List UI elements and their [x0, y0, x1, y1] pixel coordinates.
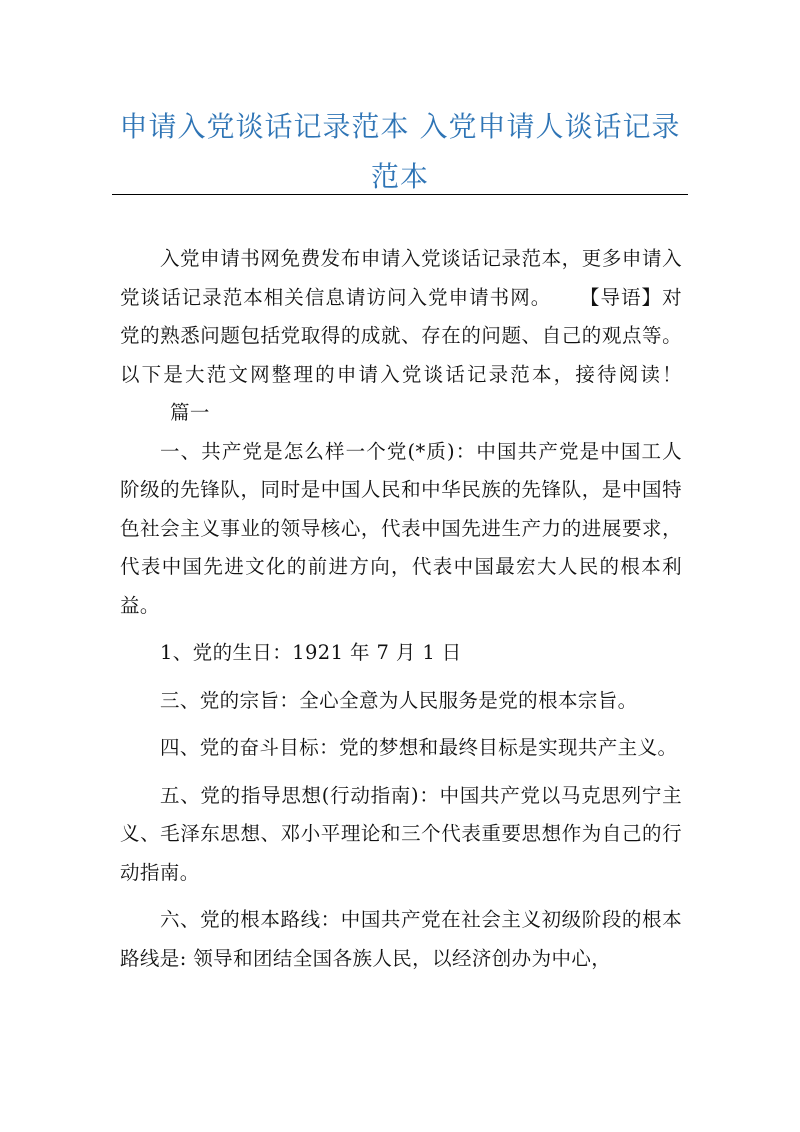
body-paragraph: 六、党的根本路线：中国共产党在社会主义初级阶段的根本路线是: 领导和团结全国各族人民，以经济创办为中心，	[120, 908, 682, 970]
section-heading: 篇一	[170, 401, 210, 424]
body-paragraph: 一、共产党是怎么样一个党(*质)：中国共产党是中国工人阶级的先锋队，同时是中国人民和中华民族的先锋队，是中国特色社会主义事业的领导核心，代表中国先进生产力的进展要求，代表中国先进文化的前进方向，代表中国最宏大人民的根本利益。	[120, 439, 682, 617]
body-paragraph: 三、党的宗旨：全心全意为人民服务是党的根本宗旨。	[159, 688, 638, 712]
document-title: 申请入党谈话记录范本 入党申请人谈话记录范本	[119, 110, 681, 193]
intro-paragraph	[120, 240, 682, 433]
document-body	[120, 240, 682, 978]
body-paragraph: 五、党的指导思想(行动指南)：中国共产党以马克思列宁主义、毛泽东思想、邓小平理论和三个代表重要思想作为自己的行动指南。	[120, 783, 682, 884]
intro-lead: 【导语】对党的熟悉问题包括党取得的成就、存在的问题、自己的观点等。以下是大范文网整理的申请入党谈话记录范本，接待阅读！	[120, 285, 682, 386]
title-divider	[112, 194, 688, 195]
body-paragraph: 1、党的生日：1921 年 7 月 1 日	[159, 641, 462, 664]
body-paragraph: 四、党的奋斗目标：党的梦想和最终目标是实现共产主义。	[159, 736, 678, 759]
intro-text: 入党申请书网免费发布申请入党谈话记录范本，更多申请入党谈话记录范本相关信息请访问入党申请书网。	[120, 247, 682, 309]
